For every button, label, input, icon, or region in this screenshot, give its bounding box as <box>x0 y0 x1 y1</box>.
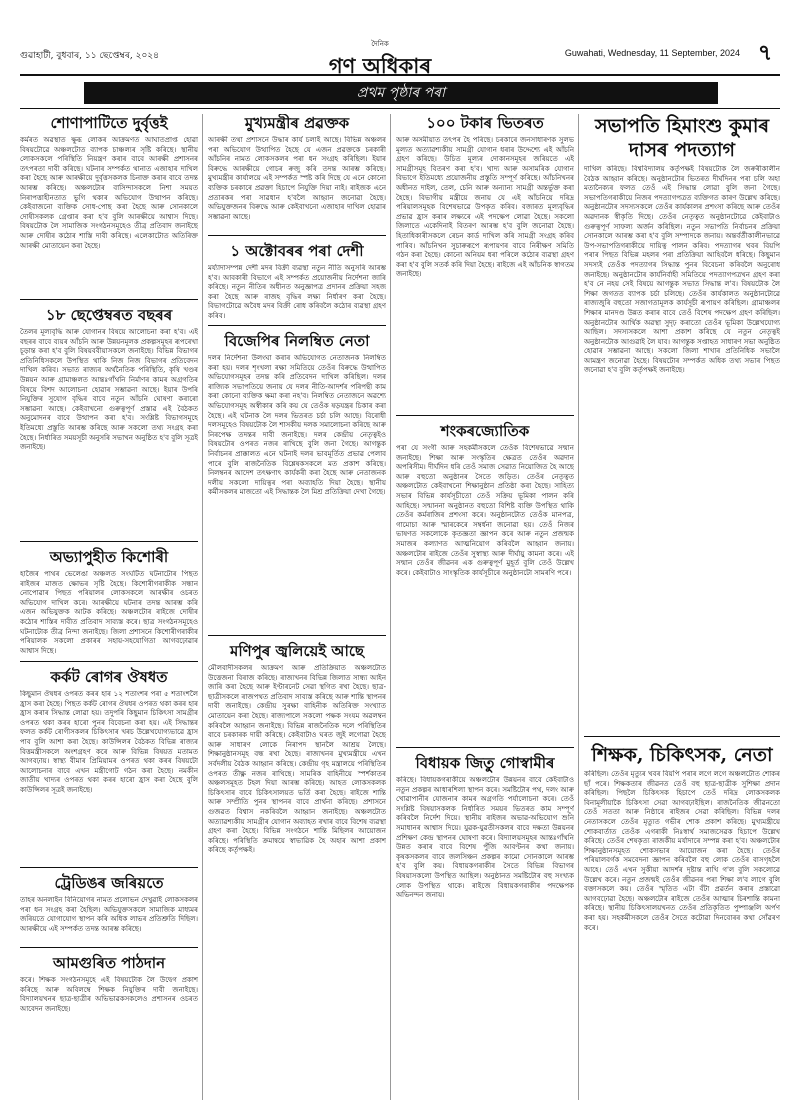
divider <box>20 867 198 868</box>
article-sonapur <box>20 114 198 300</box>
headline: শিক্ষক, চিকিৎসক, নেতা <box>591 744 773 766</box>
column-divider <box>390 114 391 1100</box>
divider <box>396 415 574 416</box>
divider <box>20 661 198 662</box>
divider <box>208 635 386 636</box>
headline: মণিপুৰ জ্বলিয়েই আছে <box>230 642 364 660</box>
article-shankar <box>396 422 574 748</box>
headline: সভাপতি হিমাংশু কুমাৰ দাসৰ পদত্যাগ <box>594 115 770 161</box>
column-1 <box>20 114 198 1100</box>
section-band: প্ৰথম পৃষ্ঠাৰ পৰা <box>84 82 718 104</box>
article-body: আৰক্ষী তথা প্ৰশাসনে উদ্ধাৰ কাৰ্য চলাই আছে। বিভিন্ন অঞ্চলৰ পৰা অভিযোগ উত্থাপিত হৈছে যে এজন প্ৰৱক্তকে চৰকাৰী আঁচনিৰ নামত লোকসকলৰ পৰা ধন সংগ্ৰহ কৰিছিল। ইয়াৰ বিৰুদ্ধে আৰক্ষীয়ে গোচৰ ৰুজু কৰি তদন্ত আৰম্ভ কৰিছে। মুখ্যমন্ত্ৰীৰ কাৰ্যালয়ে এই সম্পৰ্কত স্পষ্ট কৰি দিছে যে এনে কোনো ব্যক্তিক চৰকাৰে প্ৰৱক্তা হিচাপে নিযুক্তি দিয়া নাই। ৰাইজক এনে প্ৰতাৰকৰ পৰা সাৱধান হ'বলৈ আহ্বান জনোৱা হৈছে। অভিযুক্তজনৰ বিৰুদ্ধে আৰু কেইবাখনো এজাহাৰ দাখিল হোৱাৰ সম্ভাৱনা আছে। <box>208 136 386 221</box>
article-promoter <box>208 114 386 236</box>
column-3 <box>396 114 574 1100</box>
paper-logo <box>300 38 460 85</box>
headline: মুখ্যমন্ত্ৰীৰ প্ৰৱক্তক <box>244 114 350 132</box>
headline: ১ অক্টোবৰৰ পৰা দেশী <box>230 242 364 260</box>
article-kishori <box>20 548 198 662</box>
paper-name: গণ অধিকাৰ <box>328 53 432 78</box>
article-body: দলৰ নিৰ্দেশনা উলংঘা কৰাৰ অভিযোগত নেতাজনক নিলম্বিত কৰা হয়। দলৰ শৃংখলা ৰক্ষা সমিতিয়ে তেওঁৰ বিৰুদ্ধে উত্থাপিত অভিযোগসমূহৰ তদন্ত কৰি প্ৰতিবেদন দাখিল কৰিছিল। দলৰ ৰাজ্যিক সভাপতিয়ে জনায় যে দলৰ নীতি-আদৰ্শৰ পৰিপন্থী কাম কৰা কোনো ব্যক্তিক ক্ষমা কৰা নহ'ব। নিলম্বিত নেতাজনে অৱশ্যে অভিযোগসমূহ অস্বীকাৰ কৰি কয় যে তেওঁক ষড়যন্ত্ৰৰ চিকাৰ কৰা হৈছে। এই ঘটনাক লৈ দলৰ ভিতৰত চৰ্চা চলি আছে। বিৰোধী দলসমূহেও বিষয়টোক লৈ শাসকীয় দলক সমালোচনা কৰিছে আৰু নিৰপেক্ষ তদন্তৰ দাবী জনাইছে। দলৰ কেন্দ্ৰীয় নেতৃত্বইও বিষয়টোৰ ওপৰত নজৰ ৰাখিছে বুলি জনা গৈছে। আগন্তুক নিৰ্বাচনৰ প্ৰাক্কালত এনে ঘটনাই দলৰ ভাবমূৰ্তিত প্ৰভাৱ পেলাব পাৰে বুলি ৰাজনৈতিক বিশ্লেষকসকলে মত প্ৰকাশ কৰিছে। নিলম্বনৰ আদেশ তৎক্ষণাৎ কাৰ্যকৰী কৰা হৈছে আৰু নেতাজনক দলীয় সকলো দায়িত্বৰ পৰা অব্যাহতি দিয়া হৈছে। স্থানীয় কৰ্মীসকলৰ মাজতো এই সিদ্ধান্তক লৈ মিশ্ৰ প্ৰতিক্ৰিয়া দেখা গৈছে। <box>208 354 386 497</box>
article-body: কৰিছে। বিধায়কগৰাকীয়ে অঞ্চলটোৰ উন্নয়নৰ বাবে কেইবাটাও নতুন প্ৰকল্পৰ আধাৰশিলা স্থাপন কৰে। সমষ্টিটোৰ পথ, দলং আৰু খোৱাপানীৰ যোজনাৰ কামৰ অগ্ৰগতি পৰ্যালোচনা কৰে। তেওঁ সংশ্লিষ্ট বিষয়াসকলক নিৰ্ধাৰিত সময়ৰ ভিতৰত কাম সম্পূৰ্ণ কৰিবলৈ নিৰ্দেশ দিয়ে। স্থানীয় ৰাইজৰ অভাৱ-অভিযোগ শুনি সমাধানৰ আশ্বাস দিয়ে। যুৱক-যুৱতীসকলৰ বাবে দক্ষতা উন্নয়নৰ প্ৰশিক্ষণ কেন্দ্ৰ স্থাপনৰ ঘোষণা কৰে। বিদ্যালয়সমূহৰ আন্তঃগাঁথনি উন্নত কৰাৰ বাবে বিশেষ পুঁজি আবণ্টনৰ কথা জনায়। কৃষকসকলৰ বাবে জলসিঞ্চন প্ৰকল্পৰ কামো সোনকালে আৰম্ভ হ'ব বুলি কয়। বিধায়কগৰাকীৰ সৈতে বিভিন্ন বিভাগৰ বিষয়াসকলো উপস্থিত আছিল। অনুষ্ঠানত সমষ্টিটোৰ বহু সংখ্যক লোক উপস্থিত থাকে। ৰাইজে বিধায়কগৰাকীৰ পদক্ষেপক অভিনন্দন জনায়। <box>396 776 574 900</box>
headline: ট্ৰেডিঙৰ জৰিয়তে <box>54 874 164 892</box>
article-body: কৰে। শিক্ষক সংগঠনসমূহে এই বিষয়টোক লৈ উদ্বেগ প্ৰকাশ কৰিছে আৰু অবিলম্বে শিক্ষক নিযুক্তিৰ দাবী জনাইছে। বিদ্যালয়খনৰ ছাত্ৰ-ছাত্ৰীৰ অভিভাৱকসকলেও প্ৰশাসনৰ ওচৰত আবেদন জনাইছে। <box>20 976 198 1013</box>
headline: বিজেপিৰ নিলম্বিত নেতা <box>224 332 370 350</box>
headline: ১০০ টকাৰ ভিতৰত <box>426 114 544 132</box>
article-body: আৰু অসমীয়াত তৎপৰ হৈ পৰিছে। চৰকাৰে জনসাধাৰণক সুলভ মূল্যত অত্যাৱশ্যকীয় সামগ্ৰী যোগান ধৰাৰ উদ্দেশ্যে এই আঁচনি গ্ৰহণ কৰিছে। উচিত মূল্যৰ দোকানসমূহৰ জৰিয়তে এই সামগ্ৰীসমূহ বিতৰণ কৰা হ'ব। খাদ্য আৰু অসামৰিক যোগান বিভাগে ইতিমধ্যে প্ৰয়োজনীয় প্ৰস্তুতি সম্পূৰ্ণ কৰিছে। আঁচনিখনৰ অধীনত দাইল, তেল, চেনি আৰু অন্যান্য সামগ্ৰী অন্তৰ্ভুক্ত কৰা হৈছে। বিভাগীয় মন্ত্ৰীয়ে জনায় যে এই আঁচনিয়ে দৰিদ্ৰ পৰিয়ালসমূহক বিশেষভাৱে উপকৃত কৰিব। বজাৰত মূল্যবৃদ্ধিৰ প্ৰভাৱ হ্ৰাস কৰাৰ লক্ষ্যৰে এই পদক্ষেপ লোৱা হৈছে। সকলো জিলাতে একেদিনাই বিতৰণ আৰম্ভ হ'ব বুলি জনোৱা হৈছে। হিতাধিকাৰীসকলে ৰেচন কাৰ্ড দাখিল কৰি সামগ্ৰী সংগ্ৰহ কৰিব পাৰিব। আঁচনিখন সুচাৰুৰূপে ৰূপায়ণৰ বাবে নিৰীক্ষণ সমিতি গঠন কৰা হৈছে। কোনো অনিয়ম ধৰা পৰিলে কঠোৰ ব্যৱস্থা গ্ৰহণ কৰা হ'ব বুলি সতৰ্ক কৰি দিয়া হৈছে। ৰাইজে এই আঁচনিক স্বাগতম জনাইছে। <box>396 136 574 279</box>
article-jitu <box>396 754 574 1076</box>
issue-date-bengali: গুৱাহাটী, বুধবাৰ, ১১ ছেপ্তেম্বৰ, ২০২৪ <box>20 51 160 61</box>
article-bjp <box>208 332 386 636</box>
article-trading <box>20 874 198 948</box>
article-body: কিছুমান ঔষধৰ ওপৰত কৰৰ হাৰ ১২ শতাংশৰ পৰা ৫ শতাংশলৈ হ্ৰাস কৰা হৈছে। পিছত কৰ্কট ৰোগৰ ঔষধৰ ওপৰত থকা কৰৰ হাৰ হ্ৰাস কৰাৰ সিদ্ধান্ত লোৱা হয়। তদুপৰি কিছুমান চিকিৎসা সামগ্ৰীৰ ওপৰত থকা কৰৰ হাৰো পুনৰ বিবেচনা কৰা হয়। এই সিদ্ধান্তৰ ফলত কৰ্কট ৰোগীসকলৰ চিকিৎসাৰ খৰচ উল্লেখযোগ্যভাৱে হ্ৰাস পাব বুলি আশা কৰা হৈছে। কাউন্সিলৰ বৈঠকত বিভিন্ন ৰাজ্যৰ বিত্তমন্ত্ৰীসকলে অংশগ্ৰহণ কৰে আৰু বিভিন্ন বিষয়ত মতামত আগবঢ়ায়। স্বাস্থ্য বীমাৰ প্ৰিমিয়ামৰ ওপৰত থকা কৰৰ বিষয়টো আলোচনাৰ বাবে এখন মন্ত্ৰীগোট গঠন কৰা হৈছে। নমকীন জাতীয় খাদ্যৰ ওপৰত থকা কৰৰ হাৰো হ্ৰাস কৰা হৈছে বুলি কাউন্সিলৰ সূত্ৰই জনাইছে। <box>20 690 198 794</box>
article-body: তৈলৰ মূল্যবৃদ্ধি আৰু যোগানৰ বিষয়ে আলোচনা কৰা হ'ব। এই বছৰৰ বাবে ব্যয়ৰ আঁচনি আৰু উন্নয়নমূলক প্ৰকল্পসমূহৰ ৰূপৰেখা চূড়ান্ত কৰা হ'ব বুলি বিষয়ববীয়াসকলে জনাইছে। বিভিন্ন বিভাগৰ প্ৰতিনিধিসকলে উপস্থিত থাকি নিজ নিজ বিভাগৰ প্ৰতিবেদন দাখিল কৰিব। সভাত ৰাজ্যৰ অৰ্থনৈতিক পৰিস্থিতি, কৃষি খণ্ডৰ উন্নয়ন আৰু গ্ৰামাঞ্চলত আন্তঃগাঁথনি নিৰ্মাণৰ কামৰ অগ্ৰগতিৰ বিষয়ে বিশদ আলোচনা হোৱাৰ সম্ভাৱনা আছে। ইয়াৰ উপৰি নিযুক্তিৰ সুযোগ বৃদ্ধিৰ বাবে নতুন আঁচনি ঘোষণা কৰাৰো সম্ভাৱনা আছে। কেইবাখনো গুৰুত্বপূৰ্ণ প্ৰস্তাৱ এই বৈঠকত অনুমোদনৰ বাবে উত্থাপন কৰা হ'ব। সংশ্লিষ্ট বিভাগসমূহে ইতিমধ্যে প্ৰস্তুতি আৰম্ভ কৰিছে আৰু সকলো তথ্য সংগ্ৰহ কৰা হৈছে। নিৰ্ধাৰিত সময়সূচী অনুসৰি সভাখন অনুষ্ঠিত হ'ব বুলি সূত্ৰই জনাইছে। <box>20 328 198 452</box>
article-taka100 <box>396 114 574 416</box>
divider <box>20 299 198 300</box>
masthead <box>20 36 780 76</box>
article-amguri <box>20 954 198 1016</box>
article-sept18 <box>20 306 198 542</box>
headline: শংকৰজ্যোতিক <box>440 422 530 440</box>
article-himangshu <box>584 114 780 737</box>
column-divider <box>202 114 203 1100</box>
article-body: মৌলবাদীসকলৰ আক্ৰমণ আৰু প্ৰতিক্ৰিয়াত অঞ্চলটোত উত্তেজনা বিৰাজ কৰিছে। ৰাজ্যখনৰ বিভিন্ন জিলাত সান্ধ্য আইন জাৰি কৰা হৈছে আৰু ইণ্টাৰনেট সেৱা স্থগিত ৰখা হৈছে। ছাত্ৰ-ছাত্ৰীসকলে ৰাজপথত প্ৰতিবাদ সাব্যস্ত কৰিছে আৰু শান্তি স্থাপনৰ দাবী জনাইছে। কেন্দ্ৰীয় সুৰক্ষা বাহিনীক অতিৰিক্ত সংখ্যাত মোতায়েন কৰা হৈছে। ৰাজ্যপালে সকলো পক্ষক সংযম অৱলম্বন কৰিবলৈ আহ্বান জনাইছে। বিভিন্ন ৰাজনৈতিক দলে পৰিস্থিতিৰ বাবে চৰকাৰক দায়ী কৰিছে। কেইবাটাও ঘৰত জুই লগোৱা হৈছে আৰু সাধাৰণ লোকে নিৰাপদ স্থানলৈ আশ্ৰয় লৈছে। শিক্ষানুষ্ঠানসমূহ বন্ধ ৰখা হৈছে। ৰাজ্যখনৰ মুখ্যমন্ত্ৰীয়ে এখন সৰ্বদলীয় বৈঠক আহ্বান কৰিছে। কেন্দ্ৰীয় গৃহ মন্ত্ৰালয়ে পৰিস্থিতিৰ ওপৰত তীক্ষ্ণ নজৰ ৰাখিছে। সামৰিক বাহিনীয়ে স্পৰ্শকাতৰ অঞ্চলসমূহত টহল দিয়া আৰম্ভ কৰিছে। আহত লোকসকলক চিকিৎসাৰ বাবে চিকিৎসালয়ত ভৰ্তি কৰা হৈছে। ৰাইজে শান্তি আৰু সম্প্ৰীতি পুনৰ স্থাপনৰ বাবে প্ৰাৰ্থনা কৰিছে। প্ৰশাসনে গুজৱত বিশ্বাস নকৰিবলৈ আহ্বান জনাইছে। অঞ্চলটোত অত্যাৱশ্যকীয় সামগ্ৰীৰ যোগান অব্যাহত ৰখাৰ বাবে বিশেষ ব্যৱস্থা গ্ৰহণ কৰা হৈছে। বিভিন্ন সংগঠনে শান্তি মিছিলৰ আয়োজন কৰিছে। পৰিস্থিতি ক্ৰমান্বয়ে স্বাভাৱিক হৈ অহাৰ আশা প্ৰকাশ কৰিছে কৰ্তৃপক্ষই। <box>208 664 386 855</box>
divider <box>20 541 198 542</box>
headline: অভ্যাপুহীত কিশোৰী <box>49 548 169 566</box>
divider <box>396 747 574 748</box>
paper-pretitle: দৈনিক <box>371 40 389 48</box>
article-teacher <box>584 743 780 1100</box>
article-cancer <box>20 668 198 868</box>
article-body: তাহৰ অনলাইন বিনিয়োগৰ নামত প্ৰলোভন দেখুৱাই লোকসকলৰ পৰা ধন সংগ্ৰহ কৰা হৈছিল। অভিযুক্তসকলে সামাজিক মাধ্যমৰ জৰিয়তে যোগাযোগ স্থাপন কৰি অধিক লাভৰ প্ৰতিশ্ৰুতি দিছিল। আৰক্ষীয়ে এই সম্পৰ্কত তদন্ত আৰম্ভ কৰিছে। <box>20 896 198 933</box>
article-body: দাখিল কৰিছে। বিশ্ববিদ্যালয় কৰ্তৃপক্ষই বিষয়টোক লৈ জৰুৰীকালীন বৈঠক আহ্বান কৰিছে। অনুষ্ঠানটোৰ ভিতৰত দীৰ্ঘদিনৰ পৰা চলি অহা মতানৈক্যৰ ফলত তেওঁ এই সিদ্ধান্ত লোৱা বুলি জনা গৈছে। সভাপতিগৰাকীয়ে নিজৰ পদত্যাগপত্ৰত ব্যক্তিগত কাৰণ উল্লেখ কৰিছে। অনুষ্ঠানটোৰ সদস্যসকলে তেওঁৰ কাৰ্যকালৰ প্ৰশংসা কৰিছে আৰু তেওঁৰ অৱদানক স্বীকৃতি দিছে। তেওঁৰ নেতৃত্বত অনুষ্ঠানটোৱে কেইবাটাও গুৰুত্বপূৰ্ণ সাফল্য অৰ্জন কৰিছিল। নতুন সভাপতি নিৰ্বাচনৰ প্ৰক্ৰিয়া সোনকালে আৰম্ভ কৰা হ'ব বুলি সম্পাদকে জনায়। অন্তৰ্বৰ্তীকালীনভাৱে উপ-সভাপতিগৰাকীয়ে দায়িত্ব পালন কৰিব। পদত্যাগৰ খবৰ বিয়পি পৰাৰ পিছত বিভিন্ন মহলৰ পৰা প্ৰতিক্ৰিয়া আহিবলৈ ধৰিছে। কিছুমান সদস্যই তেওঁক পদত্যাগৰ সিদ্ধান্ত পুনৰ বিবেচনা কৰিবলৈ অনুৰোধ জনাইছে। অনুষ্ঠানটোৰ কাৰ্যনিৰ্বাহী সমিতিয়ে পদত্যাগপত্ৰখন গ্ৰহণ কৰা হ'ব নে নহয় সেই বিষয়ে আগন্তুক সভাত সিদ্ধান্ত ল'ব। বিষয়টোক লৈ শিক্ষা জগতত ব্যাপক চৰ্চা চলিছে। তেওঁৰ কাৰ্যকালত অনুষ্ঠানটোৱে ৰাজ্যজুৰি বহুতো সজাগতামূলক কাৰ্যসূচী ৰূপায়ণ কৰিছিল। গ্ৰামাঞ্চলৰ শিক্ষাৰ মানদণ্ড উন্নত কৰাৰ বাবে তেওঁ বিশেষ পদক্ষেপ গ্ৰহণ কৰিছিল। অনুষ্ঠানটোৰ আৰ্থিক অৱস্থা সুদৃঢ় কৰাতো তেওঁৰ ভূমিকা উল্লেখযোগ্য আছিল। সদস্যসকলে আশা প্ৰকাশ কৰিছে যে নতুন নেতৃত্বই অনুষ্ঠানটোক আগুৱাই লৈ যাব। আগন্তুক সপ্তাহত সাধাৰণ সভা অনুষ্ঠিত হোৱাৰ সম্ভাৱনা আছে। সকলো জিলা শাখাৰ প্ৰতিনিধিক সভালৈ আমন্ত্ৰণ জনোৱা হৈছে। বিষয়টোৰ সম্পৰ্কত অধিক তথ্য সভাৰ পিছত জনোৱা হ'ব বুলি কৰ্তৃপক্ষই জনাইছে। <box>584 165 780 375</box>
headline: বিধায়ক জিতু গোস্বামীৰ <box>415 754 555 772</box>
column-4 <box>584 114 780 1100</box>
article-body: পৰা যে সংগী আৰু সহকৰ্মীসকলে তেওঁক বিশেষভাৱে সন্মান জনাইছে। শিক্ষা আৰু সংস্কৃতিৰ ক্ষেত্ৰত তেওঁৰ অৱদান অপৰিসীম। দীৰ্ঘদিন ধৰি তেওঁ সমাজ সেৱাত নিয়োজিত হৈ আছে আৰু বহুতো অনুষ্ঠানৰ সৈতে জড়িত। তেওঁৰ নেতৃত্বত অঞ্চলটোত কেইবাখনো শিক্ষানুষ্ঠান প্ৰতিষ্ঠা কৰা হৈছে। সাহিত্য সভাৰ বিভিন্ন কাৰ্যসূচীতো তেওঁ সক্ৰিয় ভূমিকা পালন কৰি আহিছে। সন্মাননা অনুষ্ঠানত বহুতো বিশিষ্ট ব্যক্তি উপস্থিত থাকি তেওঁৰ কৰ্মৰাজিৰ প্ৰশংসা কৰে। অনুষ্ঠানটোত তেওঁক মানপত্ৰ, গামোচা আৰু স্মাৰকেৰে সম্বৰ্ধনা জনোৱা হয়। তেওঁ নিজৰ ভাষণত সকলোকে কৃতজ্ঞতা জ্ঞাপন কৰে আৰু নতুন প্ৰজন্মক সমাজৰ কল্যাণত আত্মনিয়োগ কৰিবলৈ আহ্বান জনায়। অঞ্চলটোৰ ৰাইজে তেওঁৰ সুস্বাস্থ্য আৰু দীৰ্ঘায়ু কামনা কৰে। এই সন্মান তেওঁৰ জীৱনৰ এক গুৰুত্বপূৰ্ণ মুহূৰ্ত বুলি তেওঁ উল্লেখ কৰে। কেইবাটাও সাংস্কৃতিক কাৰ্যসূচীৰে অনুষ্ঠানটো সামৰণি পৰে। <box>396 444 574 577</box>
column-divider <box>578 114 579 1100</box>
article-body: মৰ্য্যাদাসম্পন্ন দেশী মদৰ বিক্ৰী ব্যৱস্থা নতুন নীতি অনুসৰি আৰম্ভ হ'ব। আবকাৰী বিভাগে এই সম্পৰ্কত প্ৰয়োজনীয় নিৰ্দেশনা জাৰি কৰিছে। নতুন নীতিৰ অধীনত অনুজ্ঞাপত্ৰ প্ৰদানৰ প্ৰক্ৰিয়া সহজ কৰা হৈছে আৰু ৰাজহ বৃদ্ধিৰ লক্ষ্য নিৰ্ধাৰণ কৰা হৈছে। বিভাগটোৱে অবৈধ মদৰ বিক্ৰী ৰোধ কৰিবলৈ কঠোৰ ব্যৱস্থা গ্ৰহণ কৰিব। <box>208 264 386 320</box>
divider <box>208 235 386 236</box>
headline: আমগুৰিত পাঠদান <box>52 954 166 972</box>
headline: ১৮ ছেপ্তেম্বৰত বছৰৰ <box>45 306 173 324</box>
article-manipur <box>208 642 386 1074</box>
article-body: হাজৈৰ পাথৰ ভেলেঙা অঞ্চলত সংঘটিত ঘটনাটোৰ পিছত ৰাইজৰ মাজত ক্ষোভৰ সৃষ্টি হৈছে। কিশোৰীগৰাকীক সন্ধান নোপোৱাৰ পিছত পৰিয়ালৰ লোকসকলে আৰক্ষীৰ ওচৰত অভিযোগ দাখিল কৰে। আৰক্ষীয়ে ঘটনাৰ তদন্ত আৰম্ভ কৰি এজন অভিযুক্তক আটক কৰিছে। অঞ্চলটোৰ ৰাইজে দোষীৰ কঠোৰ শাস্তিৰ দাবীত প্ৰতিবাদ সাব্যস্ত কৰে। ছাত্ৰ সংগঠনসমূহেও ঘটনাটোক তীব্ৰ নিন্দা জনাইছে। জিলা প্ৰশাসনে কিশোৰীগৰাকীৰ পৰিয়ালক সকলো প্ৰকাৰৰ সহায়-সহযোগিতা আগবঢ়োৱাৰ আশ্বাস দিছে। <box>20 570 198 655</box>
divider <box>208 325 386 326</box>
divider <box>20 108 780 109</box>
page-number: ৭ <box>757 40 773 66</box>
headline: কৰ্কট ৰোগৰ ঔষধত <box>50 668 168 686</box>
article-body: কৰ্মৰত অৱস্থাত ক্ষুব্ধ লোকৰ আক্ৰমণত আঘাতপ্ৰাপ্ত হোৱা বিষয়টোৱে অঞ্চলটোত ব্যাপক চাঞ্চল্যৰ সৃষ্টি কৰিছে। স্থানীয় লোকসকলে পৰিস্থিতি নিয়ন্ত্ৰণ কৰাৰ বাবে আৰক্ষী প্ৰশাসনৰ তৎপৰতা দাবী কৰিছে। ঘটনাৰ সম্পৰ্কত থানাত এজাহাৰ দাখিল কৰা হৈছে আৰু আৰক্ষীয়ে দুৰ্বৃত্তসকলক চিনাক্ত কৰাৰ বাবে তদন্ত আৰম্ভ কৰিছে। অঞ্চলটোৰ বাসিন্দাসকলে নিশা সময়ত নিৰাপত্তাহীনতাত ভুগি থকাৰ অভিযোগ উত্থাপন কৰিছে। কেইবাজনো ব্যক্তিক সোধ-পোছ কৰা হৈছে আৰু সোনকালে দোষীসকলক গ্ৰেপ্তাৰ কৰা হ'ব বুলি আৰক্ষীয়ে আশ্বাস দিছে। বিষয়টোক লৈ সামাজিক সংগঠনসমূহেও তীব্ৰ প্ৰতিবাদ জনাইছে আৰু দোষীৰ কঠোৰ শাস্তি দাবী কৰিছে। এলেকাটোত অতিৰিক্ত আৰক্ষী মোতায়েন কৰা হৈছে। <box>20 136 198 250</box>
divider <box>584 736 780 737</box>
headline: শোণাপাটিতে দুৰ্বৃত্তই <box>50 114 168 132</box>
divider <box>20 947 198 948</box>
article-october1 <box>208 242 386 326</box>
column-2 <box>208 114 386 1100</box>
article-body: কৰিছিল। তেওঁৰ মৃত্যুৰ খবৰ বিয়পি পৰাৰ লগে লগে অঞ্চলটোত শোকৰ ছাঁ পৰে। শিক্ষকতাৰ জীৱনত তেওঁ বহু ছাত্ৰ-ছাত্ৰীক সুশিক্ষা প্ৰদান কৰিছিল। পিছলৈ চিকিৎসক হিচাপে তেওঁ দৰিদ্ৰ লোকসকলক বিনামূলীয়াকৈ চিকিৎসা সেৱা আগবঢ়াইছিল। ৰাজনৈতিক জীৱনতো তেওঁ সততা আৰু নিষ্ঠাৰে ৰাইজৰ সেৱা কৰিছিল। বিভিন্ন দলৰ নেতাসকলে তেওঁৰ মৃত্যুত গভীৰ শোক প্ৰকাশ কৰিছে। মুখ্যমন্ত্ৰীয়ে শোকবাৰ্তাত তেওঁক এগৰাকী নিঃস্বাৰ্থ সমাজসেৱক হিচাপে উল্লেখ কৰিছে। তেওঁৰ শেষকৃত্য ৰাজকীয় মৰ্যাদাৰে সম্পন্ন কৰা হ'ব। অঞ্চলটোৰ শিক্ষানুষ্ঠানসমূহত শোকসভাৰ আয়োজন কৰা হৈছে। তেওঁৰ পৰিয়ালবৰ্গক সমবেদনা জ্ঞাপন কৰিবলৈ বহু লোক তেওঁৰ বাসগৃহলৈ আহে। তেওঁ এখন সুকীয়া আদৰ্শৰ দৃষ্টান্ত ৰাখি গ'ল বুলি সকলোৱে উল্লেখ কৰে। নতুন প্ৰজন্মই তেওঁৰ জীৱনৰ পৰা শিক্ষা ল'ব লাগে বুলি বক্তাসকলে কয়। তেওঁৰ স্মৃতিত এটা বঁটা প্ৰৱৰ্তন কৰাৰ প্ৰস্তাৱো আগবঢ়োৱা হৈছে। অঞ্চলটোৰ ৰাইজে তেওঁৰ আত্মাৰ চিৰশান্তি কামনা কৰিছে। স্থানীয় চিকিৎসালয়খনত তেওঁৰ প্ৰতিকৃতিত পুষ্পাঞ্জলি অৰ্পণ কৰা হয়। সহকৰ্মীসকলে তেওঁৰ সৈতে কটোৱা দিনবোৰৰ কথা সোঁৱৰণ কৰে। <box>584 770 780 932</box>
issue-date-english: Guwahati, Wednesday, 11 September, 2024 <box>564 48 740 58</box>
